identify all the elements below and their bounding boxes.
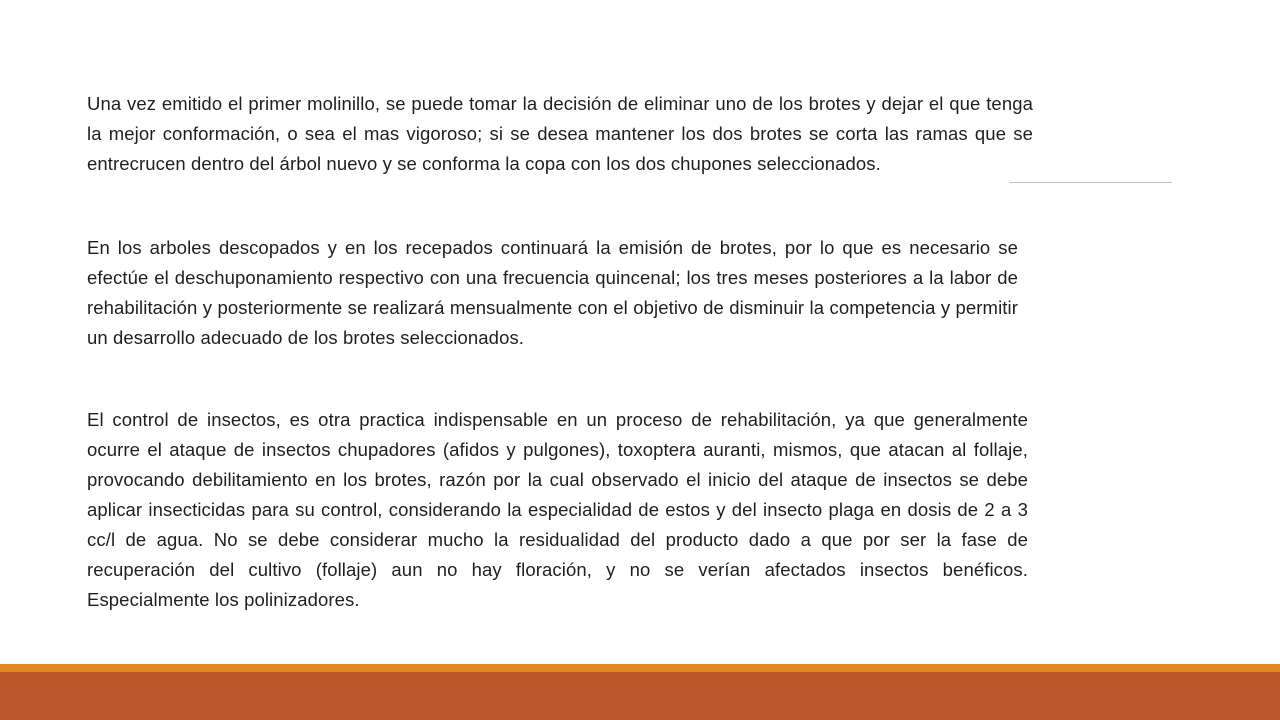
footer-bar bbox=[0, 672, 1280, 720]
footer-accent-stripe bbox=[0, 664, 1280, 672]
paragraph-deschuponamiento: En los arboles descopados y en los recepados continuará la emisión de brotes, por lo que es necesario se efectúe el deschuponamiento respectivo con una frecuencia quincenal; los tres meses posteriores a la labor de rehabilitación y posteriormente se realizará mensualmente con el objetivo de disminuir la competencia y permitir un desarrollo adecuado de los brotes seleccionados. bbox=[87, 237, 1018, 348]
paragraph-molinillo: Una vez emitido el primer molinillo, se puede tomar la decisión de eliminar uno de los brotes y dejar el que tenga la mejor conformación, o sea el mas vigoroso; si se desea mantener los dos brotes se corta las ramas que se entrecrucen dentro del árbol nuevo y se conforma la copa con los dos chupones seleccionados. bbox=[87, 93, 1033, 174]
divider-line bbox=[1010, 182, 1172, 183]
paragraph-control-insectos: El control de insectos, es otra practica indispensable en un proceso de rehabilitación, ya que generalmente ocurre el ataque de insectos chupadores (afidos y pulgones), toxoptera auranti, mismos, que atacan al follaje, provocando debilitamiento en los brotes, razón por la cual observado el inicio del ataque de insectos se debe aplicar insecticidas para su control, considerando la especialidad de estos y del insecto plaga en dosis de 2 a 3 cc/l de agua. No se debe considerar mucho la residualidad del producto dado a que por ser la fase de recuperación del cultivo (follaje) aun no hay floración, y no se verían afectados insectos benéficos. Especialmente los polinizadores. bbox=[87, 409, 1028, 610]
